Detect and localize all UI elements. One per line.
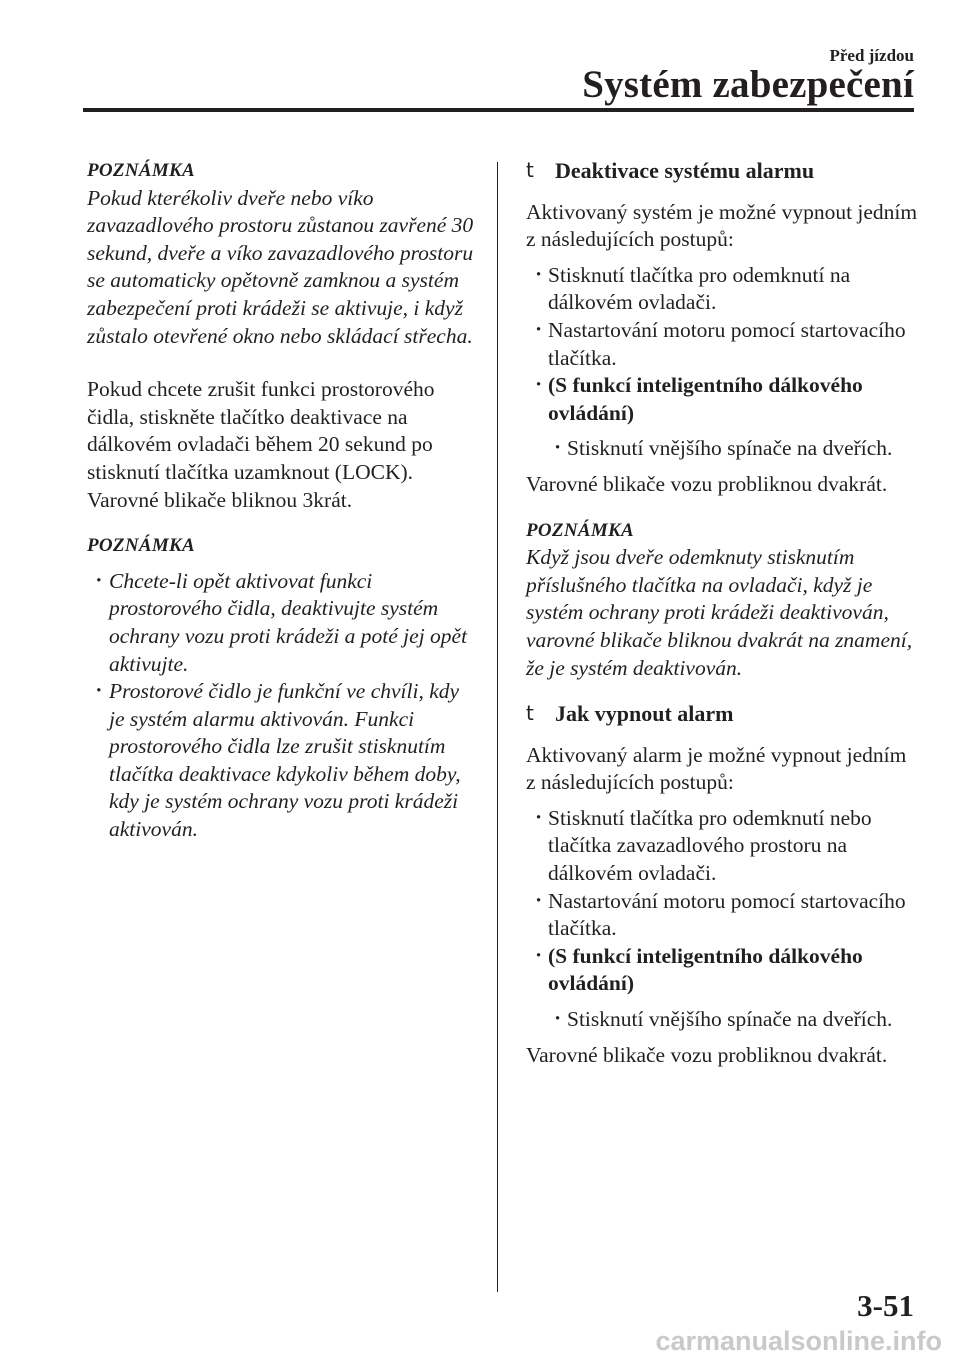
list-item: · Chcete-li opět aktivovat funkci prostorového čidla, deaktivujte systém ochrany vozu proti krádeži a poté jej opět aktivujte. <box>87 568 479 678</box>
list-item: · Nastartování motoru pomocí startovacího tlačítka. <box>526 317 920 372</box>
list-item: · Prostorové čidlo je funkční ve chvíli, kdy je systém alarmu aktivován. Funkci prostorového čidla lze zrušit stisknutím tlačítka deaktivace kdykoliv během doby, kdy je systém ochrany vozu proti krádeži aktivován. <box>87 678 479 844</box>
section-outro: Varovné blikače vozu probliknou dvakrát. <box>526 1042 888 1067</box>
body-paragraph: Pokud chcete zrušit funkci prostorového čidla, stiskněte tlačítko deaktivace na dálkovém ovladači během 20 sekund po stisknutí tlačítka uzamknout (LOCK). Varovné blikače bliknou 3krát. <box>87 377 435 512</box>
note-label: POZNÁMKA <box>526 519 634 541</box>
right-column <box>526 157 920 1069</box>
section-intro: Aktivovaný alarm je možné vypnout jedním z následujících postupů: <box>526 742 907 795</box>
note-label: POZNÁMKA <box>87 160 195 181</box>
list-item: · Stisknutí tlačítka pro odemknutí nebo tlačítka zavazadlového prostoru na dálkovém ovladači. <box>526 805 920 888</box>
note-block-1 <box>87 157 479 350</box>
section-marker-icon: t <box>526 701 534 726</box>
list-item: · Stisknutí vnějšího spínače na dveřích. <box>526 1006 920 1034</box>
note-text: Pokud kterékoliv dveře nebo víko zavazadlového prostoru zůstanou zavřené 30 sekund, dveře a víko zavazadlového prostoru se automaticky opětovně zamknou a systém zabezpečení proti krádeži se aktivuje, i když zůstalo otevřené okno nebo skládací střecha. <box>87 185 474 348</box>
header-rule <box>83 108 914 112</box>
note-block-3 <box>526 517 920 683</box>
section-deactivate <box>526 157 920 499</box>
watermark: carmanualsonline.info <box>655 1326 942 1356</box>
left-column <box>87 157 479 844</box>
section-marker-icon: t <box>526 158 534 182</box>
note-text: Když jsou dveře odemknuty stisknutím příslušného tlačítka na ovladači, když je systém ochrany proti krádeži deaktivován, varovné blikače bliknou dvakrát na znamení, že je systém deaktivován. <box>526 545 913 680</box>
step-list <box>526 805 920 998</box>
column-divider <box>497 162 498 1292</box>
list-item: · Stisknutí vnějšího spínače na dveřích. <box>526 435 920 463</box>
section-heading <box>526 700 920 728</box>
section-heading <box>526 157 920 185</box>
section-stop-alarm <box>526 700 920 1069</box>
section-label: Před jízdou <box>829 46 914 65</box>
section-heading-text: Jak vypnout alarm <box>555 701 734 727</box>
list-item: · Nastartování motoru pomocí startovacího tlačítka. <box>526 888 920 943</box>
list-item: · (S funkcí inteligentního dálkového ovládání) <box>526 943 920 998</box>
list-item: · (S funkcí inteligentního dálkového ovládání) <box>526 372 920 427</box>
section-heading-text: Deaktivace systému alarmu <box>555 158 815 183</box>
sub-step-list <box>526 1006 920 1034</box>
step-list <box>526 262 920 428</box>
list-item: · Stisknutí tlačítka pro odemknutí na dálkovém ovladači. <box>526 262 920 317</box>
section-outro: Varovné blikače vozu probliknou dvakrát. <box>526 471 888 496</box>
section-intro: Aktivovaný systém je možné vypnout jedním z následujících postupů: <box>526 199 918 252</box>
page-title: Systém zabezpečení <box>582 63 914 106</box>
note-block-2 <box>87 532 479 844</box>
page-number: 3-51 <box>857 1288 914 1323</box>
note-label: POZNÁMKA <box>87 535 195 557</box>
note-list <box>87 568 479 844</box>
sub-step-list <box>526 435 920 463</box>
